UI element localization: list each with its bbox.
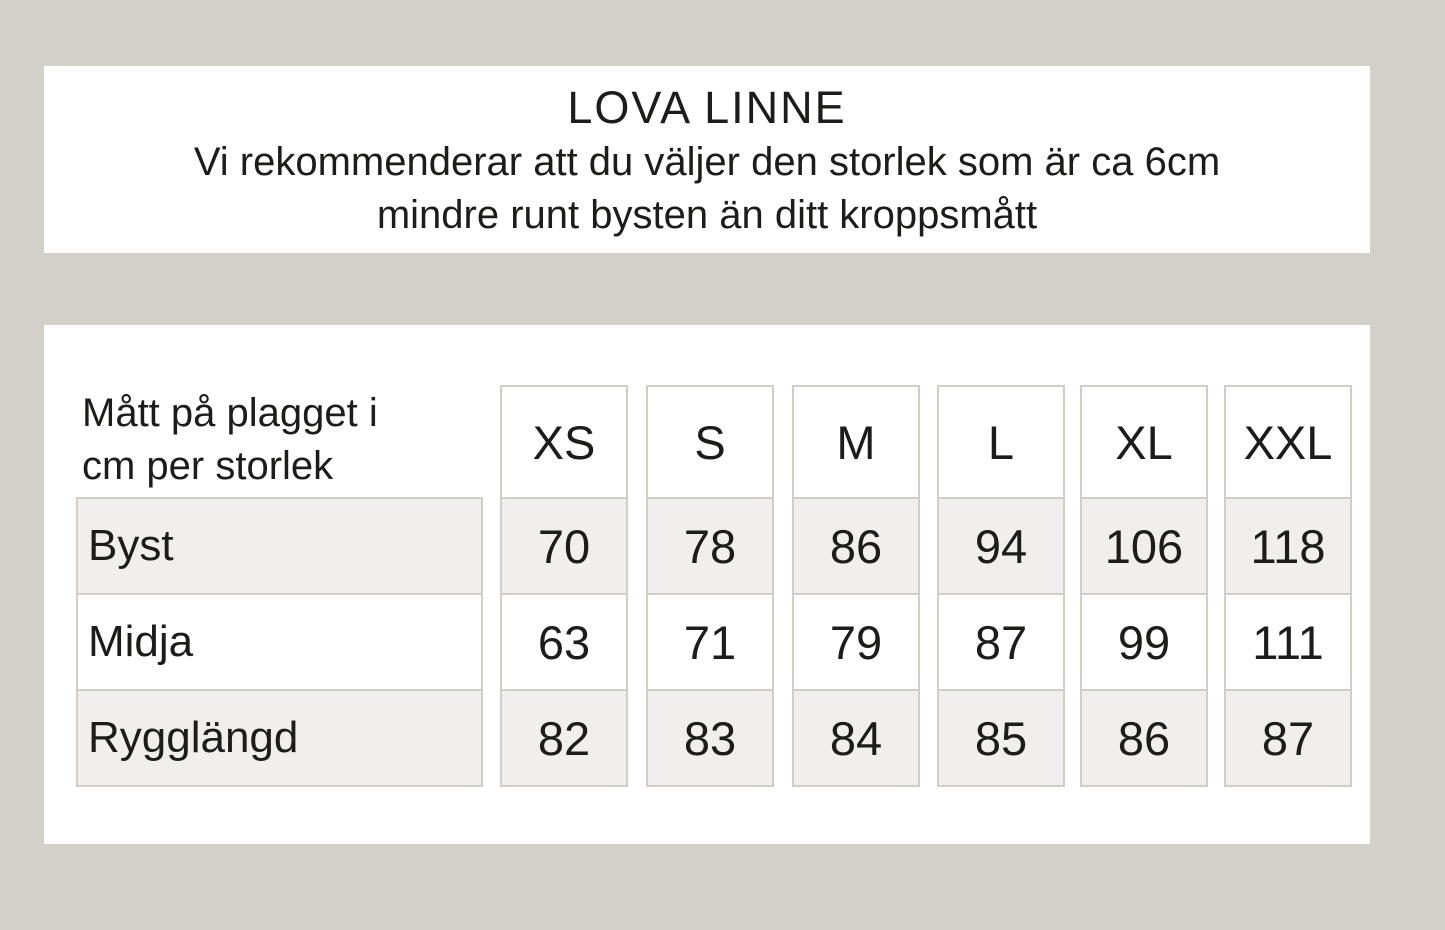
recommendation-text-line1: Vi rekommenderar att du väljer den storlek som är ca 6cm <box>193 140 1221 184</box>
value-xl-midja: 99 <box>1082 593 1206 689</box>
measurement-unit-label-line2: cm per storlek <box>82 444 334 488</box>
size-column-l <box>937 385 1065 787</box>
value-l-rygglangd: 85 <box>939 689 1063 785</box>
recommendation-text-line2: mindre runt bysten än ditt kroppsmått <box>376 193 1038 237</box>
size-header-xxl: XXL <box>1226 387 1350 497</box>
size-header-s: S <box>648 387 772 497</box>
size-column-xxl <box>1224 385 1352 787</box>
value-xs-rygglangd: 82 <box>502 689 626 785</box>
row-label-rygglangd: Rygglängd <box>78 689 481 785</box>
measurement-row-labels <box>76 497 483 787</box>
size-header-xs: XS <box>502 387 626 497</box>
value-m-rygglangd: 84 <box>794 689 918 785</box>
value-s-rygglangd: 83 <box>648 689 772 785</box>
value-s-midja: 71 <box>648 593 772 689</box>
value-m-byst: 86 <box>794 497 918 593</box>
size-column-xs <box>500 385 628 787</box>
value-s-byst: 78 <box>648 497 772 593</box>
measurement-unit-label-line1: Mått på plagget i <box>82 391 378 435</box>
value-xl-rygglangd: 86 <box>1082 689 1206 785</box>
size-header-m: M <box>794 387 918 497</box>
size-header-xl: XL <box>1082 387 1206 497</box>
size-column-m <box>792 385 920 787</box>
value-xxl-rygglangd: 87 <box>1226 689 1350 785</box>
value-xxl-byst: 118 <box>1226 497 1350 593</box>
value-l-byst: 94 <box>939 497 1063 593</box>
row-label-byst: Byst <box>78 499 481 593</box>
measurement-unit-label <box>82 387 512 493</box>
value-xl-byst: 106 <box>1082 497 1206 593</box>
value-m-midja: 79 <box>794 593 918 689</box>
value-l-midja: 87 <box>939 593 1063 689</box>
size-column-xl <box>1080 385 1208 787</box>
size-column-s <box>646 385 774 787</box>
product-title: LOVA LINNE <box>567 82 847 133</box>
value-xxl-midja: 111 <box>1226 593 1350 689</box>
size-header-l: L <box>939 387 1063 497</box>
size-guide-header <box>44 66 1370 253</box>
size-chart-card <box>44 325 1370 844</box>
value-xs-midja: 63 <box>502 593 626 689</box>
row-label-midja: Midja <box>78 593 481 689</box>
value-xs-byst: 70 <box>502 497 626 593</box>
